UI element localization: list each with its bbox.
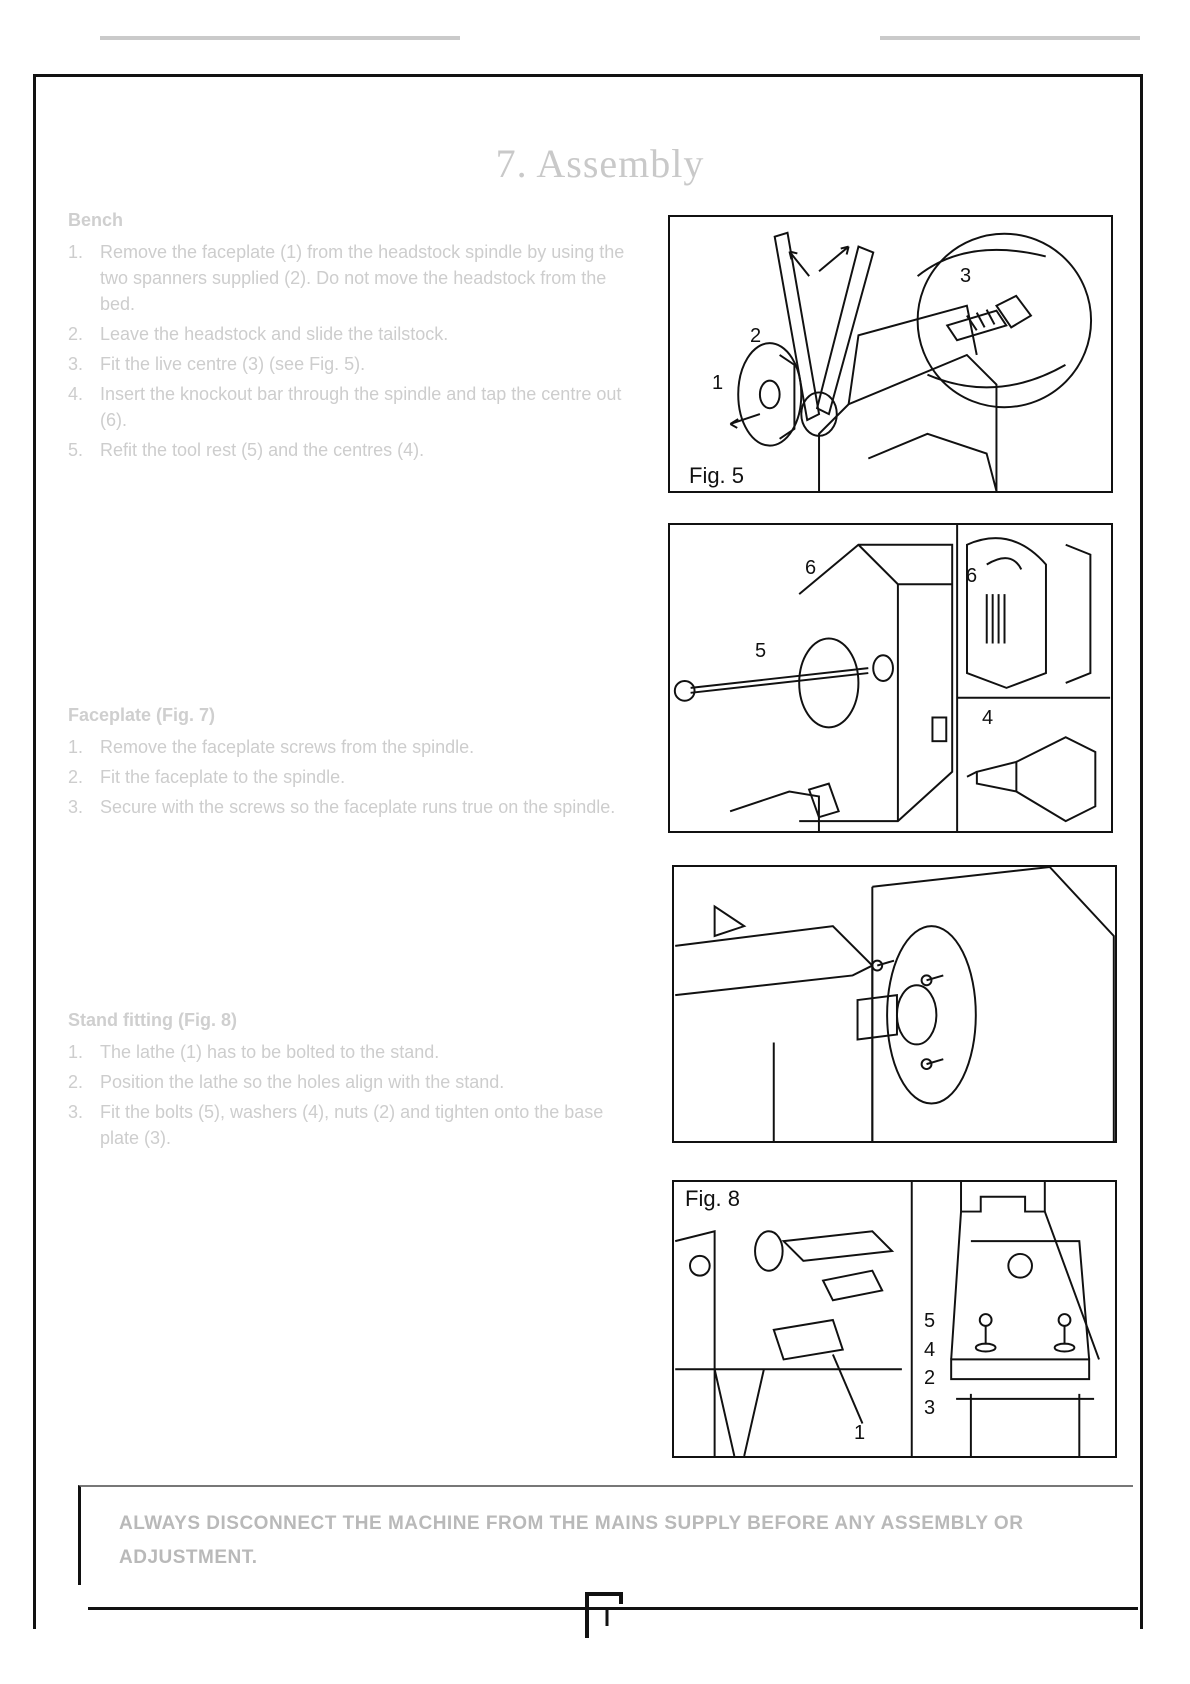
callout-4: 4 [982,707,994,729]
list-item: 1. Remove the faceplate screws from the spindle. [68,737,475,757]
callout-2: 2 [924,1367,936,1389]
safety-notice [78,1485,1133,1585]
notice-text: ALWAYS DISCONNECT THE MACHINE FROM THE MAINS SUPPLY BEFORE ANY ASSEMBLY OR ADJUSTMENT. [119,1513,1024,1568]
callout-2: 2 [750,325,762,347]
list-item: 3. Fit the live centre (3) (see Fig. 5). [68,354,366,374]
section-title: Stand fitting (Fig. 8) [68,1010,237,1030]
list-item: 1. Remove the faceplate (1) from the headstock spindle by using the two spanners supplied (2). Do not move the headstock from the bed. [68,242,625,314]
list-item: 2. Position the lathe so the holes align with the stand. [68,1072,505,1092]
callout-1: 1 [854,1422,866,1444]
callout-6-inset: 6 [966,565,978,587]
list-item: 2. Leave the headstock and slide the tailstock. [68,324,449,344]
scan-smudge [100,36,460,40]
section-title: Faceplate (Fig. 7) [68,705,216,725]
page-corner-mark [585,1590,625,1640]
figure-label: Fig. 5 [686,463,747,489]
figure-7 [672,865,1117,1143]
faceplate-fitting-illustration [674,867,1115,1141]
figure-5 [668,215,1113,493]
list-item: 3. Fit the bolts (5), washers (4), nuts (2) and tighten onto the base plate (3). [68,1102,604,1148]
callout-1: 1 [712,372,724,394]
list-item: 5. Refit the tool rest (5) and the centres (4). [68,440,425,460]
list-item: 3. Secure with the screws so the faceplate runs true on the spindle. [68,797,616,817]
page-title: 7. Assembly [495,141,705,186]
list-item: 1. The lathe (1) has to be bolted to the stand. [68,1042,440,1062]
list-item: 2. Fit the faceplate to the spindle. [68,767,346,787]
stand-fitting-illustration [674,1182,1115,1456]
scan-smudge [880,36,1140,40]
knockout-bar-illustration [670,525,1111,831]
section-stand [68,1010,638,1155]
section-faceplate [68,705,638,824]
callout-4: 4 [924,1339,936,1361]
figure-6 [668,523,1113,833]
callout-5: 5 [755,640,767,662]
faceplate-removal-illustration [670,217,1111,491]
callout-6: 6 [805,557,817,579]
callout-5: 5 [924,1310,936,1332]
callout-3: 3 [924,1397,936,1419]
callout-3: 3 [960,265,972,287]
figure-8 [672,1180,1117,1458]
figure-label: Fig. 8 [682,1186,743,1212]
section-bench [68,210,638,467]
section-title: Bench [68,210,124,230]
list-item: 4. Insert the knockout bar through the spindle and tap the centre out (6). [68,384,622,430]
